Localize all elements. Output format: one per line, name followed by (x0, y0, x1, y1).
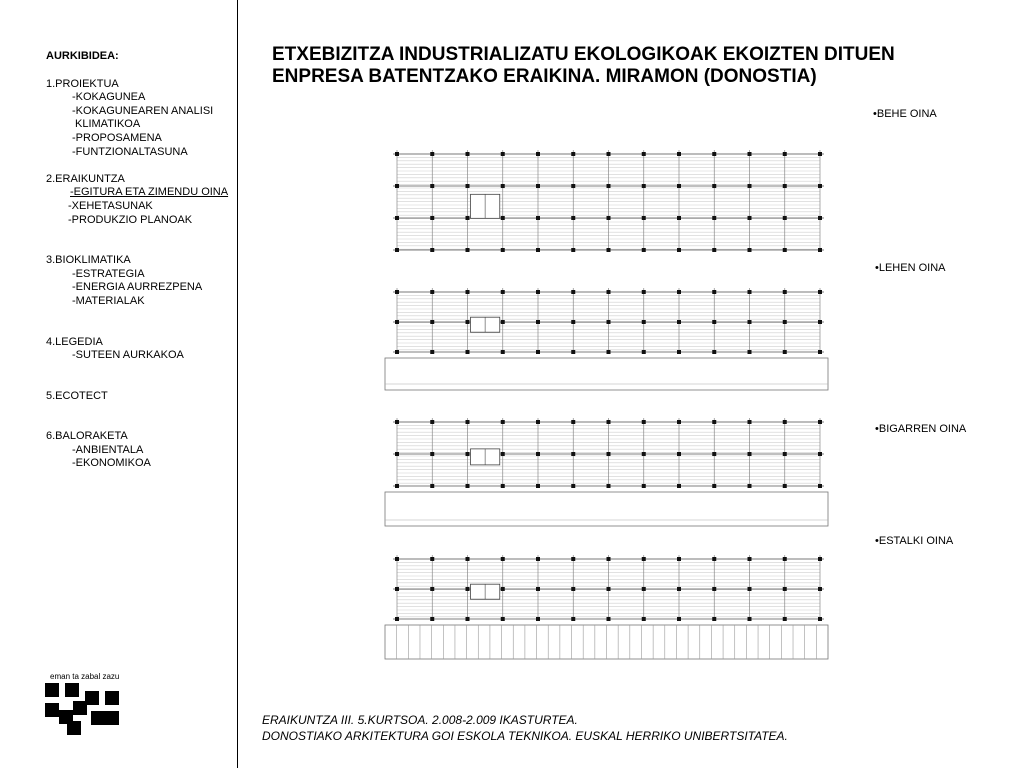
column-dot (818, 290, 822, 294)
column-dot (466, 216, 470, 220)
index-item[interactable]: -PROPOSAMENA (72, 131, 162, 144)
column-dot (395, 617, 399, 621)
annex-outline (385, 358, 828, 390)
column-dot (642, 152, 646, 156)
column-dot (536, 420, 540, 424)
title-line-2: ENPRESA BATENTZAKO ERAIKINA. MIRAMON (DONOSTIA) (272, 66, 817, 87)
section-legedia (46, 336, 236, 363)
index-item[interactable]: -SUTEEN AURKAKOA (72, 349, 184, 362)
column-dot (783, 452, 787, 456)
column-dot (677, 290, 681, 294)
column-dot (395, 350, 399, 354)
column-dot (642, 484, 646, 488)
index-item[interactable]: -KOKAGUNEA (72, 91, 146, 104)
column-dot (818, 484, 822, 488)
column-dot (748, 587, 752, 591)
footer-line-1: ERAIKUNTZA III. 5.KURTSOA. 2.008-2.009 IKASTURTEA. (262, 713, 578, 727)
column-dot (466, 350, 470, 354)
column-dot (818, 350, 822, 354)
title-line-1: ETXEBIZITZA INDUSTRIALIZATU EKOLOGIKOAK EKOIZTEN DITUEN (272, 44, 895, 65)
column-dot (536, 617, 540, 621)
column-dot (783, 216, 787, 220)
floor-label-estalki: •ESTALKI OINA (875, 535, 954, 547)
column-dot (501, 587, 505, 591)
column-dot (748, 216, 752, 220)
section-balorake (46, 430, 236, 471)
column-dot (712, 184, 716, 188)
column-dot (677, 420, 681, 424)
column-dot (536, 248, 540, 252)
column-dot (818, 617, 822, 621)
column-dot (677, 320, 681, 324)
column-dot (783, 484, 787, 488)
column-dot (712, 290, 716, 294)
column-dot (395, 557, 399, 561)
column-dot (430, 320, 434, 324)
column-dot (783, 587, 787, 591)
column-dot (607, 587, 611, 591)
university-logo (45, 683, 119, 735)
column-dot (607, 248, 611, 252)
section-title[interactable]: 2.ERAIKUNTZA (46, 172, 125, 185)
column-dot (536, 484, 540, 488)
column-dot (677, 248, 681, 252)
column-dot (607, 320, 611, 324)
column-dot (395, 216, 399, 220)
column-dot (748, 617, 752, 621)
column-dot (501, 452, 505, 456)
column-dot (748, 152, 752, 156)
column-dot (501, 557, 505, 561)
column-dot (748, 420, 752, 424)
column-dot (466, 320, 470, 324)
column-dot (430, 484, 434, 488)
column-dot (642, 420, 646, 424)
column-dot (712, 452, 716, 456)
column-dot (712, 617, 716, 621)
column-dot (642, 290, 646, 294)
section-ecotect (46, 390, 236, 404)
floor-label-lehen: •LEHEN OINA (875, 262, 946, 274)
column-dot (571, 216, 575, 220)
column-dot (818, 320, 822, 324)
column-dot (748, 320, 752, 324)
floor-plan-estalki[interactable] (383, 545, 830, 663)
column-dot (677, 216, 681, 220)
column-dot (677, 184, 681, 188)
floor-plan-behe[interactable] (383, 140, 830, 263)
column-dot (642, 216, 646, 220)
column-dot (712, 248, 716, 252)
index-item[interactable]: -XEHETASUNAK (68, 199, 153, 212)
column-dot (466, 452, 470, 456)
index-item[interactable]: -ENERGIA AURREZPENA (72, 281, 203, 294)
column-dot (536, 452, 540, 456)
column-dot (712, 557, 716, 561)
page-title (272, 44, 972, 88)
column-dot (430, 152, 434, 156)
section-title[interactable]: 3.BIOKLIMATIKA (46, 254, 131, 267)
section-bioklimatika (46, 254, 236, 308)
column-dot (677, 617, 681, 621)
column-dot (818, 420, 822, 424)
column-dot (677, 350, 681, 354)
column-dot (466, 420, 470, 424)
index-item[interactable]: -KOKAGUNEAREN ANALISI (72, 104, 214, 117)
vertical-divider (237, 0, 238, 768)
section-title[interactable]: 6.BALORAKETA (46, 430, 128, 443)
column-dot (748, 184, 752, 188)
column-dot (607, 420, 611, 424)
column-dot (642, 557, 646, 561)
column-dot (571, 184, 575, 188)
floor-plan-bigarren[interactable] (383, 408, 830, 531)
column-dot (783, 420, 787, 424)
column-dot (783, 320, 787, 324)
column-dot (536, 216, 540, 220)
column-dot (818, 216, 822, 220)
column-dot (571, 557, 575, 561)
column-dot (501, 420, 505, 424)
column-dot (430, 248, 434, 252)
column-dot (501, 617, 505, 621)
column-dot (466, 290, 470, 294)
column-dot (571, 152, 575, 156)
column-dot (430, 617, 434, 621)
column-dot (430, 184, 434, 188)
column-dot (783, 617, 787, 621)
column-dot (466, 248, 470, 252)
annex-outline (385, 492, 828, 526)
column-dot (677, 452, 681, 456)
footer-credits (262, 712, 788, 744)
column-dot (536, 557, 540, 561)
column-dot (818, 587, 822, 591)
section-title[interactable]: 5.ECOTECT (46, 389, 108, 402)
column-dot (430, 216, 434, 220)
index-item[interactable]: KLIMATIKOA (75, 118, 141, 131)
column-dot (607, 152, 611, 156)
footer-line-2: DONOSTIAKO ARKITEKTURA GOI ESKOLA TEKNIKOA. EUSKAL HERRIKO UNIBERTSITATEA. (262, 729, 788, 743)
column-dot (466, 587, 470, 591)
column-dot (818, 452, 822, 456)
column-dot (395, 320, 399, 324)
column-dot (571, 350, 575, 354)
column-dot (501, 320, 505, 324)
column-dot (571, 484, 575, 488)
column-dot (395, 248, 399, 252)
column-dot (395, 587, 399, 591)
column-dot (501, 350, 505, 354)
column-dot (712, 320, 716, 324)
column-dot (783, 152, 787, 156)
column-dot (783, 248, 787, 252)
column-dot (642, 350, 646, 354)
column-dot (536, 350, 540, 354)
section-proiektua (46, 78, 236, 160)
column-dot (818, 248, 822, 252)
column-dot (571, 320, 575, 324)
column-dot (783, 290, 787, 294)
column-dot (501, 184, 505, 188)
column-dot (571, 420, 575, 424)
column-dot (748, 290, 752, 294)
floor-plan-lehen[interactable] (383, 278, 830, 393)
index-item[interactable]: -FUNTZIONALTASUNA (72, 145, 188, 158)
column-dot (395, 452, 399, 456)
section-eraikuntza (46, 173, 236, 227)
column-dot (607, 484, 611, 488)
column-dot (642, 452, 646, 456)
column-dot (430, 350, 434, 354)
section-title[interactable]: 4.LEGEDIA (46, 335, 103, 348)
index-item-current[interactable]: -EGITURA ETA ZIMENDU OINA (70, 186, 229, 199)
column-dot (607, 350, 611, 354)
column-dot (642, 587, 646, 591)
column-dot (395, 290, 399, 294)
column-dot (466, 484, 470, 488)
column-dot (536, 587, 540, 591)
column-dot (430, 452, 434, 456)
column-dot (818, 557, 822, 561)
section-title[interactable]: 1.PROIEKTUA (46, 77, 119, 90)
column-dot (571, 587, 575, 591)
column-dot (395, 152, 399, 156)
column-dot (677, 484, 681, 488)
column-dot (395, 420, 399, 424)
column-dot (712, 420, 716, 424)
column-dot (607, 290, 611, 294)
column-dot (677, 587, 681, 591)
column-dot (783, 557, 787, 561)
floor-label-behe: •BEHE OINA (873, 108, 937, 120)
column-dot (501, 216, 505, 220)
index-item[interactable]: -ESTRATEGIA (72, 267, 145, 280)
column-dot (712, 484, 716, 488)
column-dot (642, 617, 646, 621)
column-dot (501, 248, 505, 252)
column-dot (642, 320, 646, 324)
index-heading: AURKIBIDEA: (46, 50, 119, 62)
column-dot (571, 290, 575, 294)
column-dot (430, 557, 434, 561)
column-dot (501, 290, 505, 294)
column-dot (712, 216, 716, 220)
column-dot (818, 152, 822, 156)
column-dot (501, 484, 505, 488)
column-dot (748, 248, 752, 252)
column-dot (395, 484, 399, 488)
sidebar-index (46, 50, 236, 485)
column-dot (395, 184, 399, 188)
column-dot (783, 350, 787, 354)
column-dot (818, 184, 822, 188)
column-dot (430, 420, 434, 424)
column-dot (571, 248, 575, 252)
column-dot (607, 452, 611, 456)
column-dot (607, 557, 611, 561)
column-dot (466, 617, 470, 621)
column-dot (430, 290, 434, 294)
index-item[interactable]: -EKONOMIKOA (72, 457, 151, 470)
logo-caption: eman ta zabal zazu (50, 672, 120, 681)
column-dot (501, 152, 505, 156)
index-item[interactable]: -ANBIENTALA (72, 443, 144, 456)
column-dot (571, 617, 575, 621)
column-dot (466, 184, 470, 188)
column-dot (536, 152, 540, 156)
column-dot (712, 152, 716, 156)
column-dot (571, 452, 575, 456)
column-dot (677, 557, 681, 561)
column-dot (783, 184, 787, 188)
column-dot (430, 587, 434, 591)
column-dot (748, 484, 752, 488)
column-dot (712, 587, 716, 591)
column-dot (642, 248, 646, 252)
column-dot (607, 184, 611, 188)
index-item[interactable]: -PRODUKZIO PLANOAK (68, 213, 193, 226)
column-dot (607, 216, 611, 220)
column-dot (536, 184, 540, 188)
column-dot (712, 350, 716, 354)
column-dot (748, 350, 752, 354)
floor-label-bigarren: •BIGARREN OINA (875, 423, 967, 435)
column-dot (607, 617, 611, 621)
column-dot (748, 452, 752, 456)
column-dot (466, 152, 470, 156)
column-dot (466, 557, 470, 561)
column-dot (536, 290, 540, 294)
index-item[interactable]: -MATERIALAK (72, 294, 145, 307)
column-dot (536, 320, 540, 324)
column-dot (748, 557, 752, 561)
column-dot (677, 152, 681, 156)
column-dot (642, 184, 646, 188)
